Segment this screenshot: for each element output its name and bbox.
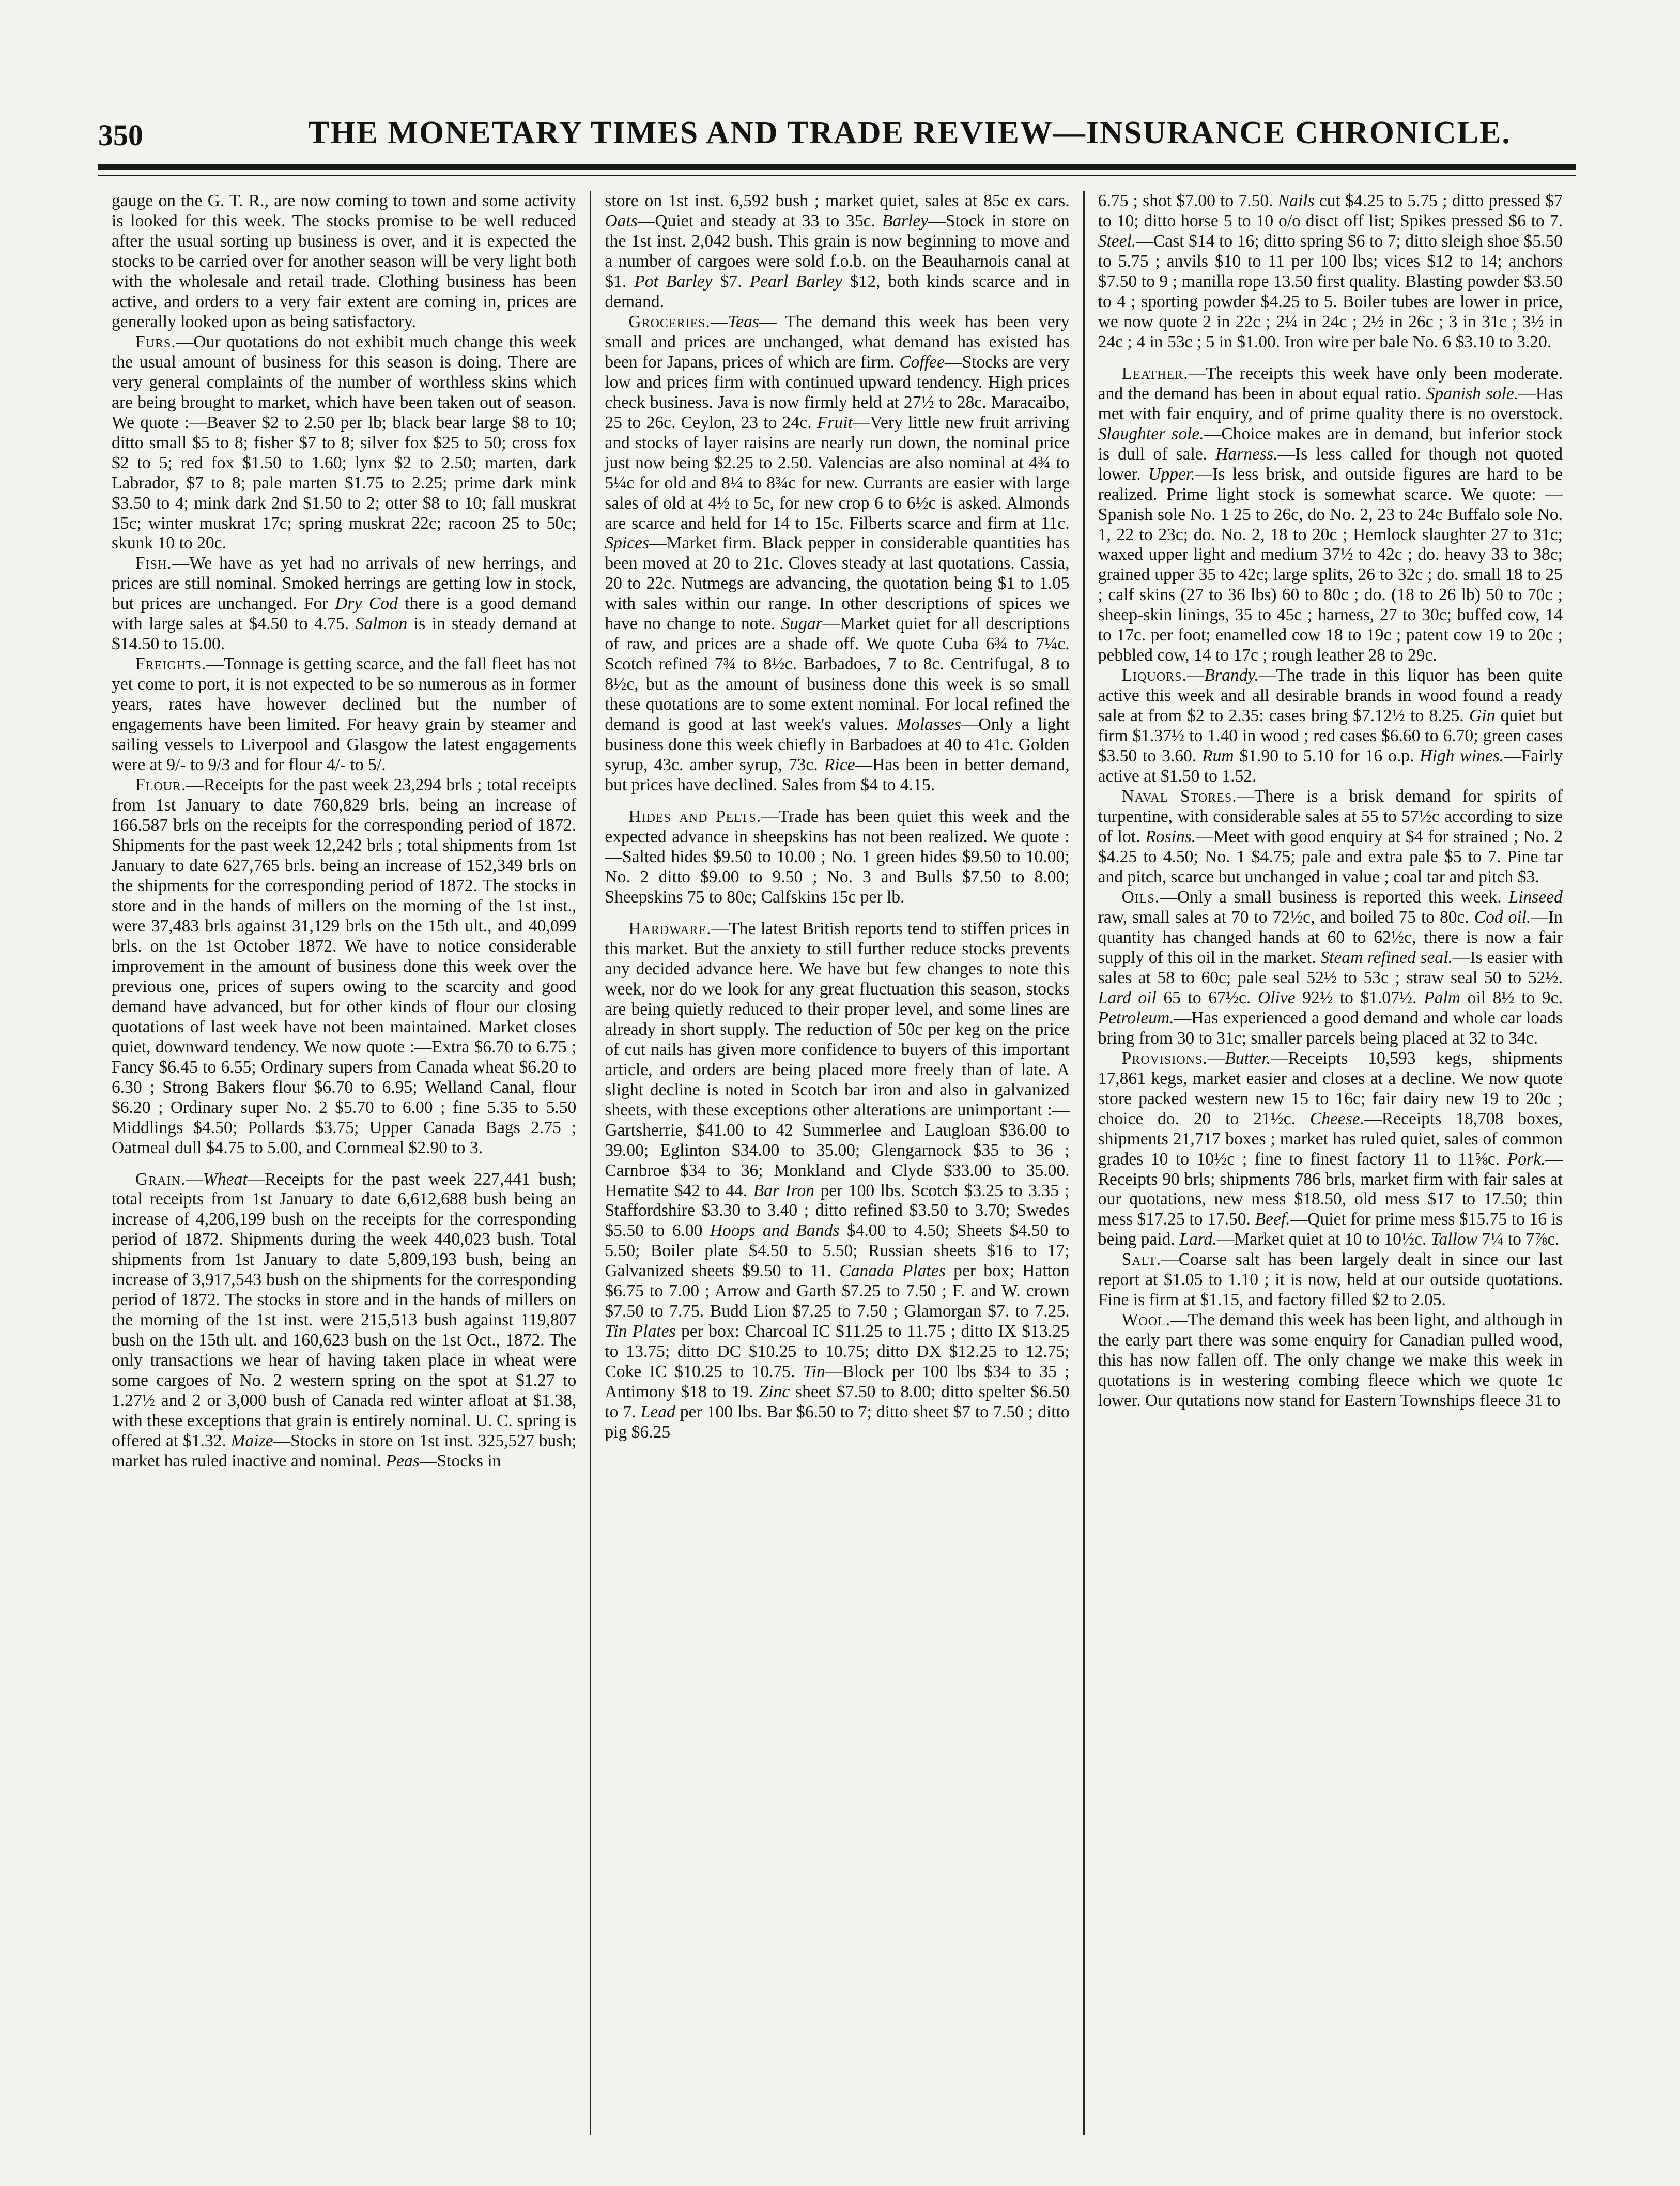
paragraph-furs: [112, 332, 576, 554]
term-canada-plates: Canada Plates: [839, 1261, 946, 1281]
article-columns: [98, 191, 1576, 2135]
term-brandy: Brandy.: [1204, 666, 1259, 685]
term-butter: Butter.: [1225, 1048, 1271, 1068]
section-heading-groceries: Groceries.: [628, 312, 711, 331]
text: —Choice makes are in demand, but inferior stock is dull of sale.: [1098, 424, 1563, 464]
text: —Has met with fair enquiry, and of prime quality there is no overstock.: [1098, 384, 1563, 423]
term-bar-iron: Bar Iron: [753, 1181, 815, 1200]
text: $7.: [712, 271, 750, 291]
text: — The demand this week has been very small and prices are unchanged, what demand has existed has been for Japans, prices of which are firm.: [605, 312, 1070, 372]
text: —Is less brisk, and outside figures are hard to be realized. Prime light stock is somewhat scarce. We quote: — Spanish sole No. 1 25 to 26c, do No. 2, 23 to 24c Buffalo sole No. 1, 22 to 23c; do. No. 2, 18 to 20c ; Hemlock slaughter 27 to 31c; waxed upper light and medium 37½ to 42c ; do. heavy 33 to 38c; grained upper 35 to 42c; large splits, 26 to 32c ; do. small 18 to 25 ; calf skins (27 to 36 lbs) 60 to 80c ; do. (18 to 26 lb) 50 to 70c ; sheep-skin linings, 35 to 45c ; harness, 27 to 30c; buffed cow, 14 to 17c. per foot; enamelled cow 18 to 19c ; patent cow 19 to 20c ; pebbled cow, 14 to 17c ; rough leather 28 to 29c.: [1098, 464, 1563, 665]
paragraph-oils: [1098, 888, 1563, 1049]
section-heading-provisions: Provisions.: [1121, 1048, 1208, 1068]
term-lard: Lard.: [1179, 1230, 1217, 1249]
page-number: 350: [98, 118, 143, 152]
text: —The demand this week has been light, and although in the early part there was some enquiry for Canadian pulled wood, this has now fallen off. The only change we make this week in quotations is in westering combing fleece which we quote 1c lower. Our qutations now stand for Eastern Townships fleece 31 to: [1098, 1310, 1563, 1411]
paragraph-provisions: Provisions.—Butter.—Receipts 10,593 kegs, shipments 17,861 kegs, market easier and closes at a decline. We now quote store packed western new 15 to 16c; fair dairy new 19 to 20c ; choice do. 20 to 21½c. Cheese.—Receipts 18,708 boxes, shipments 21,717 boxes ; market has ruled quiet, sales of common grades 10 to 10½c ; fine to finest factory 11 to 11⅝c. Pork.—Receipts 90 brls; shipments 786 brls, market firm with fair sales at our quotations, new mess $18.50, old mess $17 to 17.50; thin mess $17.25 to 17.50. Beef.—Quiet for prime mess $15.75 to 16 is being paid. Lard.—Market quiet at 10 to 10½c. Tallow 7¼ to 7⅞c.: [1098, 1048, 1563, 1249]
text: —Fairly active at $1.50 to 1.52.: [1098, 746, 1563, 786]
term-coffee: Coffee: [899, 352, 945, 372]
text: —Has been in better demand, but prices have declined. Sales from $4 to 4.15.: [605, 755, 1070, 795]
text: raw, small sales at 70 to 72½c, and boiled 75 to 80c.: [1098, 907, 1474, 927]
text: 92½ to $1.07½.: [1295, 988, 1424, 1007]
term-slaughter-sole: Slaughter sole.: [1098, 424, 1204, 444]
text: —In quantity has changed hands at 60 to 62½c, there is now a fair supply of this oil in the market.: [1098, 907, 1563, 967]
term-gin: Gin: [1469, 706, 1496, 726]
text: —Only a small business is reported this week.: [1160, 887, 1509, 907]
text: —Stocks are very low and prices firm with continued upward tendency. High prices check business. Java is now firmly held at 27½ to 28c. Maracaibo, 25 to 26c. Ceylon, 23 to 24c.: [605, 352, 1070, 432]
text: —Only a light business done this week chiefly in Barbadoes at 40 to 41c. Golden syrup, 43c. amber syrup, 73c.: [605, 715, 1070, 775]
text: —Has experienced a good demand and whole car loads bring from 30 to 31c; smaller parcels being placed at 32 to 34c.: [1098, 1008, 1563, 1048]
text: —Receipts for the past week 23,294 brls ; total receipts from 1st January to date 760,829 brls. being an increase of 166.587 brls on the receipts for the corresponding period of 1872. Shipments for the past week 12,242 brls ; total shipments from 1st January to date 627,765 brls. being an increase of 152,349 brls on the shipments for the corresponding period of 1872. The stocks in store and in the hands of millers on the morning of the 1st inst., were 37,483 brls against 31,129 brls on the 15th ult., and 40,099 brls. on the 1st October 1872. We have to notice considerable improvement in the amount of business done this week over the previous one, prices of supers owing to the scarcity and good demand have advanced, but for other kinds of flour our closing quotations of last week have not been maintained. Market closes quiet, downward tendency. We now quote :—Extra $6.70 to 6.75 ; Fancy $6.45 to 6.55; Ordinary supers from Canada wheat $6.20 to 6.30 ; Strong Bakers flour $6.70 to 6.95; Welland Canal, flour $6.20 ; Ordinary super No. 2 $5.70 to 6.00 ; fine 5.35 to 5.50 Middlings $4.50; Pollards $3.75; Upper Canada Bags 2.75 ; Oatmeal dull $4.75 to 5.00, and Cornmeal $2.90 to 3.: [112, 775, 577, 1157]
term-wheat: Wheat: [203, 1169, 248, 1189]
paragraph-hardware: [605, 919, 1069, 1443]
term-nails: Nails: [1277, 191, 1315, 210]
text: —Market quiet at 10 to 10½c.: [1216, 1230, 1431, 1249]
text: —Meet with good enquiry at $4 for strained ; No. 2 $4.25 to 4.50; No. 1 $4.75; pale and extra pale $5 to 7. Pine tar and pitch, scarce but unchanged in value ; coal tar and pitch $3.: [1098, 827, 1563, 886]
section-heading-flour: Flour.: [135, 775, 187, 795]
text: —Receipts for the past week 227,441 bush; total receipts from 1st January to date 6,612,688 bush being an increase of 4,206,199 bush on the receipts for the corresponding period of 1872. Shipments during the week 440,023 bush. Total shipments from 1st January to date 5,809,193 bush, being an increase of 3,917,543 bush on the shipments for the corresponding period of 1872. The stocks in store and in the hands of millers on the morning of the 1st inst. were 215,513 bush against 119,807 bush on the 15th ult. and 160,623 bush on the 1st Oct., 1872. The only transactions we hear of having taken place in wheat were some cargoes of No. 2 western spring on the spot at $1.27 to 1.27½ and 2 or 3,000 bush of Canada red winter afloat at $1.38, with these exceptions that grain is entirely nominal. U. C. spring is offered at $1.32.: [112, 1169, 577, 1451]
column-3: [1083, 191, 1576, 2135]
header-rule-thin: [98, 175, 1576, 176]
term-steel: Steel.: [1098, 231, 1136, 251]
text: —Cast $14 to 16; ditto spring $6 to 7; ditto sleigh shoe $5.50 to 5.75 ; anvils $10 to 11 per 100 lbs; vices $12 to 14; anchors $7.50 to 9 ; manilla rope 13.50 first quality. Blasting powder $3.50 to 4 ; sporting powder $4.25 to 5. Boiler tubes are lower in price, we now quote 2 in 22c ; 2¼ in 24c ; 2½ in 26c ; 3 in 31c ; 3½ in 24c ; 4 in 53c ; 5 in $1.00. Iron wire per bale No. 6 $3.10 to 3.20.: [1098, 231, 1563, 351]
text: 65 to 67½c.: [1156, 988, 1258, 1007]
text: —Market firm. Black pepper in considerable quantities has been moved at 20 to 21c. Cloves steady at last quotations. Cassia, 20 to 22c. Nutmegs are advancing, the quotation being $1 to 1.05 with sales within our range. In other descriptions of spices we have no change to note.: [605, 533, 1070, 634]
section-heading-salt: Salt.: [1121, 1250, 1162, 1270]
text: $12, both kinds scarce and in demand.: [605, 271, 1070, 311]
term-molasses: Molasses: [896, 715, 961, 735]
text: sheet $7.50 to 8.00; ditto spelter $6.50 to 7.: [605, 1382, 1070, 1422]
text: per box: Charcoal IC $11.25 to 11.75 ; ditto IX $13.25 to 13.75; ditto DC $10.25 to 10.75; ditto DX $12.25 to 12.75; Coke IC $10.25 to 10.75.: [605, 1322, 1070, 1382]
term-dry-cod: Dry Cod: [335, 594, 398, 614]
term-rum: Rum: [1202, 746, 1234, 766]
paragraph-salt: [1098, 1250, 1563, 1310]
text: store on 1st inst. 6,592 bush ; market quiet, sales at 85c ex cars.: [605, 191, 1070, 210]
text: —Receipts 18,708 boxes, shipments 21,717 boxes ; market has ruled quiet, sales of common grades 10 to 10½c ; fine to finest factory 11 to 11⅝c.: [1098, 1109, 1563, 1169]
term-teas: Teas: [728, 312, 759, 331]
text: —Is easier with sales at 58 to 60c; pale seal 52½ to 53c ; straw seal 50 to 52½.: [1098, 947, 1563, 987]
term-harness: Harness.: [1215, 444, 1278, 464]
text: —Tonnage is getting scarce, and the fall fleet has not yet come to port, it is not expected to be so numerous as in former years, rates have however declined but the number of engagements have been limited. For heavy grain by steamer and sailing vessels to Liverpool and Glasgow the latest engagements were at 9/- to 9/3 and for flour 4/- to 5/.: [112, 654, 577, 775]
text: per 100 lbs. Scotch $3.25 to 3.35 ; Staffordshire $3.30 to 3.40 ; ditto refined $3.50 to 3.70; Swedes $5.50 to 6.00: [605, 1181, 1070, 1241]
text: —Receipts 90 brls; shipments 786 brls, market firm with fair sales at our quotations, new mess $18.50, old mess $17 to 17.50; thin mess $17.25 to 17.50.: [1098, 1149, 1563, 1229]
text: —Trade has been quiet this week and the expected advance in sheepskins has not been realized. We quote :—Salted hides $9.50 to 10.00 ; No. 1 green hides $9.50 to 10.00; No. 2 ditto $9.00 to 9.50 ; No. 3 and Bulls $7.50 to 8.00; Sheepskins 75 to 80c; Calfskins 15c per lb.: [605, 807, 1070, 907]
term-palm: Palm: [1424, 988, 1460, 1007]
term-cheese: Cheese.: [1309, 1109, 1365, 1128]
text: —Very little new fruit arriving and stocks of layer raisins are nearly run down, the nominal price just now being $2.25 to 2.50. Valencias are also nominal at 4¾ to 5¼c for old and 8¼ to 8¾c for new. Currants are easier with large sales of old at 4½ to 5c, for new crop 6 to 6½c is asked. Almonds are scarce and held for 14 to 15c. Filberts scarce and firm at 11c.: [605, 412, 1070, 533]
text: —Market quiet for all descriptions of raw, and prices are a shade off. We quote Cuba 6¾ to 7¼c. Scotch refined 7¾ to 8½c. Barbadoes, 7 to 8c. Centrifugal, 8 to 8½c, but as the amount of business done this week is so small these quotations are to some extent nominal. For local refined the demand is good at last week's values.: [605, 614, 1070, 735]
section-heading-furs: Furs.: [135, 332, 176, 351]
term-petroleum: Petroleum.: [1098, 1008, 1174, 1028]
term-barley: Barley: [882, 211, 929, 231]
text: 7¼ to 7⅞c.: [1477, 1230, 1560, 1249]
text: —Quiet and steady at 33 to 35c.: [637, 211, 882, 231]
paragraph-naval-stores: [1098, 787, 1563, 888]
paragraph-liquors: Liquors.—Brandy.—The trade in this liquor has been quite active this week and all desirable brands in wood found a ready sale at from $2 to 2.35: cases bring $7.12½ to 8.25. Gin quiet but firm $1.37½ to 1.40 in wood ; red cases $6.60 to 6.70; green cases $3.50 to 3.60. Rum $1.90 to 5.10 for 16 o.p. High wines.—Fairly active at $1.50 to 1.52.: [1098, 666, 1563, 786]
term-steam-refined-seal: Steam refined seal.: [1320, 947, 1453, 967]
paragraph-hardware-continued: [1098, 191, 1563, 353]
text: —Stock in store on the 1st inst. 2,042 bush. This grain is now beginning to move and a number of cargoes were sold f.o.b. on the Beauharnois canal at $1.: [605, 211, 1070, 291]
term-tin: Tin: [803, 1362, 825, 1382]
section-heading-hides: Hides and Pelts.: [628, 807, 762, 827]
paragraph-wool: [1098, 1310, 1563, 1411]
section-heading-oils: Oils.: [1121, 887, 1160, 907]
text: —The receipts this week have only been moderate. and the demand has been in about equal ratio.: [1098, 363, 1563, 403]
text: —Receipts 10,593 kegs, shipments 17,861 kegs, market easier and closes at a decline. We now quote store packed western new 15 to 16c; fair dairy new 19 to 20c ; choice do. 20 to 21½c.: [1098, 1048, 1563, 1128]
term-rosins: Rosins.: [1145, 827, 1196, 847]
section-heading-hardware: Hardware.: [628, 919, 712, 938]
term-salmon: Salmon: [355, 614, 408, 634]
paragraph-dry-goods-continued: gauge on the G. T. R., are now coming to town and some activity is looked for this week. The stocks promise to be well reduced after the usual sorting up business is over, and it is expected the stocks to be carried over for another season will be very light both with the wholesale and retail trade. Clothing business has been active, and orders to a very fair extent are coming in, prices are generally looked upon as being satisfactory.: [112, 191, 577, 331]
text: —Quiet for prime mess $15.75 to 16 is being paid.: [1098, 1210, 1563, 1249]
section-heading-wool: Wool.: [1121, 1310, 1171, 1330]
term-fruit: Fruit: [816, 412, 853, 432]
term-linseed: Linseed: [1508, 887, 1563, 907]
paragraph-grain-continued: [605, 191, 1069, 312]
column-1: [98, 191, 590, 2135]
section-heading-grain: Grain.: [135, 1169, 186, 1189]
term-tallow: Tallow: [1430, 1230, 1478, 1249]
text: —Coarse salt has been largely dealt in since our last report at $1.05 to 1.10 ; it is now, held at our outside quotations. Fine is firm at $1.15, and factory filled $2 to 2.05.: [1098, 1250, 1563, 1310]
term-tin-plates: Tin Plates: [605, 1322, 676, 1341]
text: per 100 lbs. Bar $6.50 to 7; ditto sheet $7 to 7.50 ; ditto pig $6.25: [605, 1402, 1070, 1442]
section-heading-fish: Fish.: [135, 554, 172, 573]
paragraph-freights: [112, 654, 576, 775]
text: there is a good demand with large sales at $4.50 to 4.75.: [112, 594, 577, 634]
term-lead: Lead: [640, 1402, 675, 1422]
term-spanish-sole: Spanish sole.: [1426, 384, 1519, 403]
text: is in steady demand at $14.50 to 15.00.: [112, 614, 577, 654]
term-pot-barley: Pot Barley: [634, 271, 713, 291]
paragraph-fish: [112, 554, 576, 654]
text: 6.75 ; shot $7.00 to 7.50.: [1098, 191, 1278, 210]
paragraph-hides: [605, 807, 1069, 908]
paragraph-flour: [112, 775, 576, 1158]
term-pork: Pork.: [1507, 1149, 1546, 1169]
text: $4.00 to 4.50; Sheets $4.50 to 5.50; Boiler plate $4.50 to 5.50; Russian sheets $16 to 17; Galvanized sheets $9.50 to 11.: [605, 1221, 1070, 1281]
term-peas: Peas: [386, 1451, 420, 1471]
term-lard-oil: Lard oil: [1098, 988, 1157, 1007]
term-spices: Spices: [605, 533, 650, 553]
paragraph-grain: Grain.—Wheat—Receipts for the past week 227,441 bush; total receipts from 1st January to date 6,612,688 bush being an increase of 4,206,199 bush on the receipts for the corresponding period of 1872. Shipments during the week 440,023 bush. Total shipments from 1st January to date 5,809,193 bush, being an increase of 3,917,543 bush on the shipments for the corresponding period of 1872. The stocks in store and in the hands of millers on the morning of the 1st inst. were 215,513 bush against 119,807 bush on the 15th ult. and 160,623 bush on the 1st Oct., 1872. The only transactions we hear of having taken place in wheat were some cargoes of No. 2 western spring on the spot at $1.27 to 1.27½ and 2 or 3,000 bush of Canada red winter afloat at $1.38, with these exceptions that grain is entirely nominal. U. C. spring is offered at $1.32. Maize—Stocks in store on 1st inst. 325,527 bush; market has ruled inactive and nominal. Peas—Stocks in: [112, 1169, 577, 1471]
text: —There is a brisk demand for spirits of turpentine, with considerable sales at 55 to 57½c according to size of lot.: [1098, 787, 1563, 847]
term-beef: Beef.: [1255, 1210, 1290, 1229]
paragraph-leather: [1098, 364, 1563, 666]
masthead-title: THE MONETARY TIMES AND TRADE REVIEW—INSURANCE CHRONICLE.: [308, 115, 1511, 150]
term-upper: Upper.: [1148, 464, 1195, 484]
text: per box; Hatton $6.75 to 7.00 ; Arrow and Garth $7.25 to 7.50 ; F. and W. crown $7.50 to 7.75. Budd Lion $7.25 to 7.50 ; Glamorgan $7. to 7.25.: [605, 1261, 1070, 1321]
term-rice: Rice: [824, 755, 855, 775]
text: —Our quotations do not exhibit much change this week the usual amount of business for this season is doing. There are very general complaints of the number of worthless skins which are being brought to market, which have been taken out of season. We quote :—Beaver $2 to 2.50 per lb; black bear large $8 to 10; ditto small $5 to 8; fisher $7 to 8; silver fox $25 to 50; cross fox $2 to 5; red fox $1.50 to 1.60; lynx $2 to 2.50; marten, dark Labrador, $7 to 8; pale marten $1.75 to 2.25; prime dark mink $3.50 to 4; mink dark 2nd $1.50 to 2; otter $8 to 10; fall muskrat 15c; winter muskrat 17c; spring muskrat 22c; racoon 25 to 50c; skunk 10 to 20c.: [112, 332, 577, 553]
text: —We have as yet had no arrivals of new herrings, and prices are still nominal. Smoked herrings are getting low in stock, but prices are unchanged. For: [112, 554, 577, 614]
text: —Stocks in store on 1st inst. 325,527 bush; market has ruled inactive and nominal.: [112, 1431, 577, 1471]
term-cod-oil: Cod oil.: [1474, 907, 1531, 927]
section-heading-freights: Freights.: [135, 654, 207, 674]
term-olive: Olive: [1257, 988, 1296, 1007]
term-sugar: Sugar: [781, 614, 823, 634]
text: quiet but firm $1.37½ to 1.40 in wood ; red cases $6.60 to 6.70; green cases $3.50 to 3.60.: [1098, 706, 1563, 766]
term-oats: Oats: [605, 211, 638, 231]
term-maize: Maize: [230, 1431, 273, 1451]
text: —Stocks in: [419, 1451, 501, 1471]
section-heading-liquors: Liquors.: [1121, 666, 1187, 685]
column-2: [590, 191, 1083, 2135]
text: $1.90 to 5.10 for 16 o.p.: [1234, 746, 1420, 766]
term-zinc: Zinc: [759, 1382, 790, 1402]
text: —Is less called for though not quoted lower.: [1098, 444, 1563, 484]
term-high-wines: High wines.: [1420, 746, 1504, 766]
term-hoops: Hoops and Bands: [710, 1221, 840, 1241]
term-pearl-barley: Pearl Barley: [749, 271, 842, 291]
section-heading-naval-stores: Naval Stores.: [1121, 787, 1237, 806]
text: oil 8½ to 9c.: [1460, 988, 1563, 1007]
text: —Block per 100 lbs $34 to 35 ; Antimony $18 to 19.: [605, 1362, 1070, 1402]
header-rule-thick: [98, 164, 1576, 170]
paragraph-groceries: Groceries.—Teas— The demand this week has been very small and prices are unchanged, what demand has existed has been for Japans, prices of which are firm. Coffee—Stocks are very low and prices firm with continued upward tendency. High prices check business. Java is now firmly held at 27½ to 28c. Maracaibo, 25 to 26c. Ceylon, 23 to 24c. Fruit—Very little new fruit arriving and stocks of layer raisins are nearly run down, the nominal price just now being $2.25 to 2.50. Valencias are also nominal at 4¾ to 5¼c for old and 8¼ to 8¾c for new. Currants are easier with large sales of old at 4½ to 5c, for new crop 6 to 6½c is asked. Almonds are scarce and held for 14 to 15c. Filberts scarce and firm at 11c. Spices—Market firm. Black pepper in considerable quantities has been moved at 20 to 21c. Cloves steady at last quotations. Cassia, 20 to 22c. Nutmegs are advancing, the quotation being $1 to 1.05 with sales within our range. In other descriptions of spices we have no change to note. Sugar—Market quiet for all descriptions of raw, and prices are a shade off. We quote Cuba 6¾ to 7¼c. Scotch refined 7¾ to 8½c. Barbadoes, 7 to 8c. Centrifugal, 8 to 8½c, but as the amount of business done this week is so small these quotations are to some extent nominal. For local refined the demand is good at last week's values. Molasses—Only a light business done this week chiefly in Barbadoes at 40 to 41c. Golden syrup, 43c. amber syrup, 73c. Rice—Has been in better demand, but prices have declined. Sales from $4 to 4.15.: [605, 312, 1070, 795]
text: cut $4.25 to 5.75 ; ditto pressed $7 to 10; ditto horse 5 to 10 o/o disct off list; Spikes pressed $6 to 7.: [1098, 191, 1563, 231]
section-heading-leather: Leather.: [1121, 363, 1189, 383]
text: —The latest British reports tend to stiffen prices in this market. But the anxiety to still further reduce stocks prevents any decided advance here. We have but few changes to note this week, nor do we look for any great fluctuation this season, stocks are being quietly reduced to their proper level, and some lines are already in short supply. The reduction of 50c per keg on the price of cut nails has given more confidence to buyers of this important article, and orders are being placed more freely than of late. A slight decline is noted in Scotch bar iron and also in galvanized sheets, with these exceptions other alterations are unimportant :—Gartsherrie, $41.00 to 42 Summerlee and Laugloan $36.00 to 39.00; Eglinton $34.00 to 35.00; Glengarnock $35 to 36 ; Carnbroe $34 to 36; Monkland and Clyde $33.00 to 35.00. Hematite $42 to 44.: [605, 919, 1070, 1200]
text: —The trade in this liquor has been quite active this week and all desirable brands in wood found a ready sale at from $2 to 2.35: cases bring $7.12½ to 8.25.: [1098, 666, 1563, 726]
